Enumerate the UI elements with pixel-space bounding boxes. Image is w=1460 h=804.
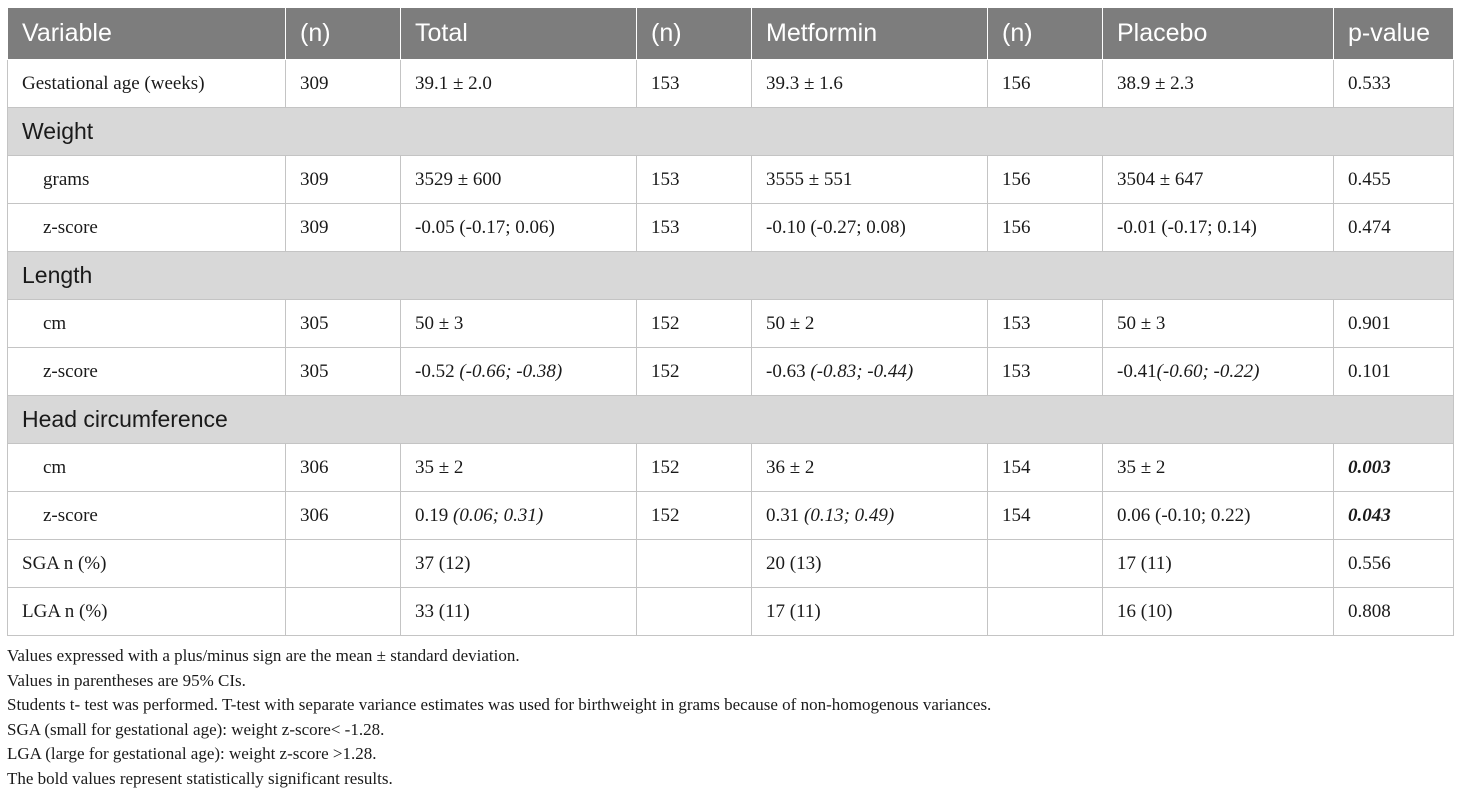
results-table-container bbox=[7, 7, 1453, 791]
mean-value: -0.63 bbox=[766, 360, 811, 382]
footnote: Values expressed with a plus/minus sign are the mean ± standard deviation. bbox=[7, 646, 520, 665]
cell-n-metformin: 152 bbox=[637, 444, 752, 492]
table-row bbox=[8, 444, 1454, 492]
section-row-weight bbox=[8, 108, 1454, 156]
cell-p-value: 0.455 bbox=[1334, 156, 1454, 204]
cell-n-metformin: 152 bbox=[637, 348, 752, 396]
table-footnotes bbox=[7, 644, 1453, 791]
cell-n-metformin: 153 bbox=[637, 204, 752, 252]
cell-p-value-significant: 0.003 bbox=[1334, 444, 1454, 492]
cell-placebo: 17 (11) bbox=[1103, 540, 1334, 588]
cell-variable: grams bbox=[8, 156, 286, 204]
cell-metformin bbox=[752, 492, 988, 540]
mean-value: -0.41 bbox=[1117, 360, 1157, 382]
cell-total: 50 ± 3 bbox=[401, 300, 637, 348]
cell-metformin: 36 ± 2 bbox=[752, 444, 988, 492]
table-row bbox=[8, 156, 1454, 204]
table-row bbox=[8, 492, 1454, 540]
cell-metformin: 50 ± 2 bbox=[752, 300, 988, 348]
cell-n-total: 305 bbox=[286, 300, 401, 348]
table-row bbox=[8, 300, 1454, 348]
cell-total: 3529 ± 600 bbox=[401, 156, 637, 204]
cell-p-value-significant: 0.043 bbox=[1334, 492, 1454, 540]
table-row bbox=[8, 588, 1454, 636]
section-label: Head circumference bbox=[8, 396, 1454, 444]
cell-metformin bbox=[752, 348, 988, 396]
cell-n-total: 309 bbox=[286, 204, 401, 252]
cell-n-metformin: 153 bbox=[637, 156, 752, 204]
ci-value: (-0.60; -0.22) bbox=[1156, 360, 1260, 382]
cell-n-total: 306 bbox=[286, 492, 401, 540]
birth-outcomes-table bbox=[7, 7, 1454, 636]
cell-placebo: 38.9 ± 2.3 bbox=[1103, 60, 1334, 108]
header-variable: Variable bbox=[8, 8, 286, 60]
cell-n-placebo: 153 bbox=[988, 300, 1103, 348]
cell-variable: cm bbox=[8, 300, 286, 348]
table-row bbox=[8, 540, 1454, 588]
cell-total bbox=[401, 348, 637, 396]
section-row-head-circumference bbox=[8, 396, 1454, 444]
mean-value: 0.19 bbox=[415, 504, 453, 526]
mean-value: -0.52 bbox=[415, 360, 460, 382]
cell-total bbox=[401, 492, 637, 540]
header-n-total: (n) bbox=[286, 8, 401, 60]
cell-n-metformin bbox=[637, 588, 752, 636]
header-metformin: Metformin bbox=[752, 8, 988, 60]
cell-variable: Gestational age (weeks) bbox=[8, 60, 286, 108]
cell-variable: z-score bbox=[8, 348, 286, 396]
mean-value: 0.31 bbox=[766, 504, 804, 526]
cell-n-total: 306 bbox=[286, 444, 401, 492]
cell-p-value: 0.533 bbox=[1334, 60, 1454, 108]
header-total: Total bbox=[401, 8, 637, 60]
ci-value: (0.06; 0.31) bbox=[453, 504, 544, 526]
header-row bbox=[8, 8, 1454, 60]
cell-placebo bbox=[1103, 348, 1334, 396]
cell-n-placebo bbox=[988, 540, 1103, 588]
cell-variable: LGA n (%) bbox=[8, 588, 286, 636]
ci-value: (-0.66; -0.38) bbox=[459, 360, 563, 382]
cell-n-metformin bbox=[637, 540, 752, 588]
cell-p-value: 0.808 bbox=[1334, 588, 1454, 636]
cell-n-placebo bbox=[988, 588, 1103, 636]
cell-n-metformin: 152 bbox=[637, 300, 752, 348]
cell-n-placebo: 156 bbox=[988, 156, 1103, 204]
cell-placebo: 35 ± 2 bbox=[1103, 444, 1334, 492]
table-row bbox=[8, 204, 1454, 252]
cell-variable: z-score bbox=[8, 492, 286, 540]
cell-total: 35 ± 2 bbox=[401, 444, 637, 492]
cell-n-total: 309 bbox=[286, 60, 401, 108]
cell-n-total bbox=[286, 540, 401, 588]
header-placebo: Placebo bbox=[1103, 8, 1334, 60]
cell-n-metformin: 153 bbox=[637, 60, 752, 108]
cell-total: -0.05 (-0.17; 0.06) bbox=[401, 204, 637, 252]
footnote: LGA (large for gestational age): weight z-score >1.28. bbox=[7, 744, 377, 763]
footnote: SGA (small for gestational age): weight z-score< -1.28. bbox=[7, 719, 385, 739]
cell-placebo: 0.06 (-0.10; 0.22) bbox=[1103, 492, 1334, 540]
cell-total: 37 (12) bbox=[401, 540, 637, 588]
cell-variable: z-score bbox=[8, 204, 286, 252]
cell-total: 33 (11) bbox=[401, 588, 637, 636]
section-row-length bbox=[8, 252, 1454, 300]
cell-n-total: 305 bbox=[286, 348, 401, 396]
cell-n-placebo: 156 bbox=[988, 204, 1103, 252]
cell-placebo: -0.01 (-0.17; 0.14) bbox=[1103, 204, 1334, 252]
cell-placebo: 16 (10) bbox=[1103, 588, 1334, 636]
cell-p-value: 0.901 bbox=[1334, 300, 1454, 348]
footnote: Values in parentheses are 95% CIs. bbox=[7, 670, 246, 690]
section-label: Weight bbox=[8, 108, 1454, 156]
cell-p-value: 0.556 bbox=[1334, 540, 1454, 588]
cell-variable: SGA n (%) bbox=[8, 540, 286, 588]
cell-n-total bbox=[286, 588, 401, 636]
cell-metformin: 20 (13) bbox=[752, 540, 988, 588]
footnote: The bold values represent statistically significant results. bbox=[7, 768, 393, 788]
header-n-placebo: (n) bbox=[988, 8, 1103, 60]
cell-p-value: 0.474 bbox=[1334, 204, 1454, 252]
cell-n-total: 309 bbox=[286, 156, 401, 204]
cell-n-placebo: 154 bbox=[988, 444, 1103, 492]
header-n-metformin: (n) bbox=[637, 8, 752, 60]
ci-value: (0.13; 0.49) bbox=[804, 504, 895, 526]
cell-placebo: 50 ± 3 bbox=[1103, 300, 1334, 348]
cell-metformin: 17 (11) bbox=[752, 588, 988, 636]
cell-variable: cm bbox=[8, 444, 286, 492]
table-row bbox=[8, 348, 1454, 396]
cell-n-placebo: 156 bbox=[988, 60, 1103, 108]
cell-metformin: 3555 ± 551 bbox=[752, 156, 988, 204]
footnote: Students t- test was performed. T-test with separate variance estimates was used for birthweight in grams because of non-homogenous variances. bbox=[7, 695, 992, 714]
section-label: Length bbox=[8, 252, 1454, 300]
ci-value: (-0.83; -0.44) bbox=[810, 360, 914, 382]
cell-metformin: -0.10 (-0.27; 0.08) bbox=[752, 204, 988, 252]
cell-total: 39.1 ± 2.0 bbox=[401, 60, 637, 108]
table-row bbox=[8, 60, 1454, 108]
cell-n-metformin: 152 bbox=[637, 492, 752, 540]
cell-metformin: 39.3 ± 1.6 bbox=[752, 60, 988, 108]
header-p-value: p-value bbox=[1334, 8, 1454, 60]
cell-n-placebo: 153 bbox=[988, 348, 1103, 396]
cell-p-value: 0.101 bbox=[1334, 348, 1454, 396]
cell-n-placebo: 154 bbox=[988, 492, 1103, 540]
cell-placebo: 3504 ± 647 bbox=[1103, 156, 1334, 204]
